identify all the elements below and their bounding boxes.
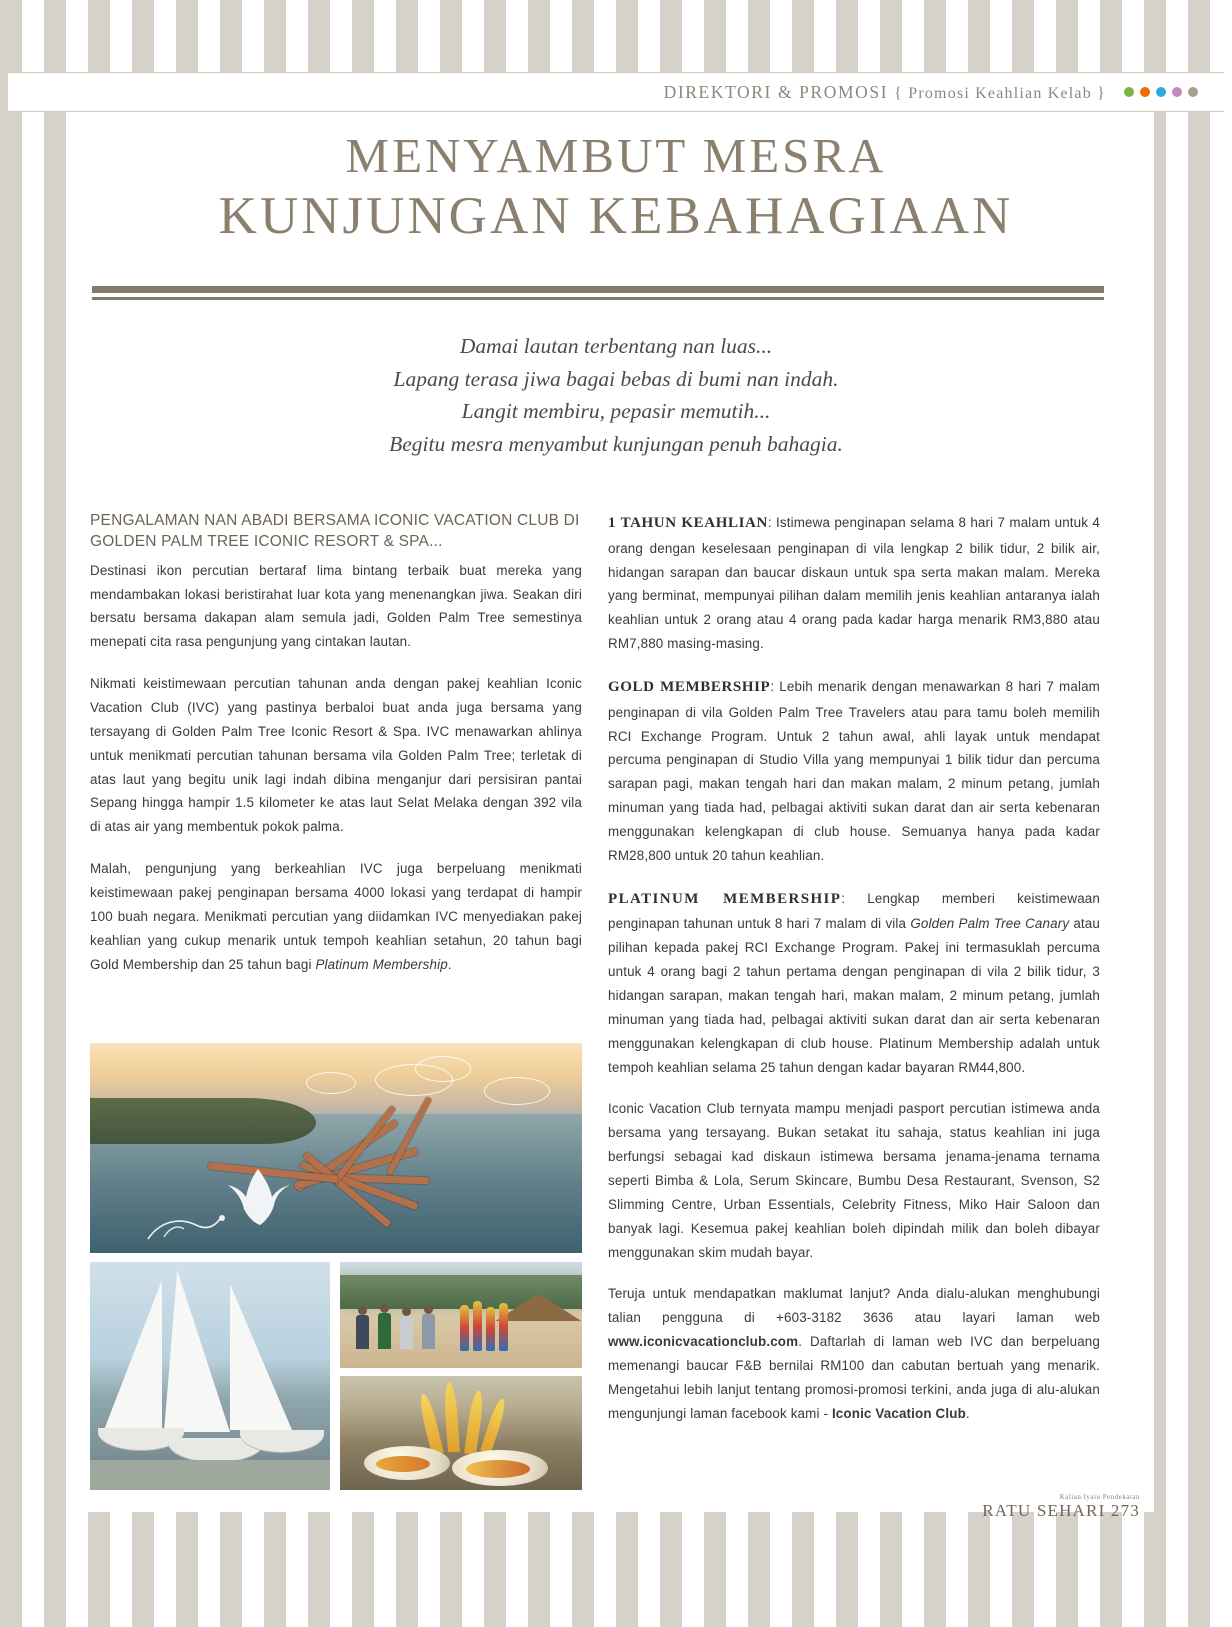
title-divider — [92, 286, 1104, 300]
poem-line-2: Lapang terasa jiwa bagai bebas di bumi nan indah. — [393, 366, 839, 391]
person-head — [424, 1305, 433, 1314]
kayak — [460, 1305, 469, 1351]
person — [356, 1315, 369, 1349]
floral-ornament-icon — [144, 1207, 234, 1247]
food-garnish — [466, 1460, 530, 1478]
sail — [230, 1284, 292, 1430]
beach-activity-photo — [340, 1262, 582, 1368]
tier-1-lead: 1 TAHUN KEAHLIAN — [608, 515, 768, 531]
tier-platinum-text-2: atau pilihan kepada pakej RCI Exchange Program. Pakej ini termasuklah percuma untuk 4 orang bagi 2 tahun pertama dengan penginapan di vila 2 bilik tidur, 3 hidangan sarapan, makan tengah hari, makan malam, 2 minum petang, jumlah minuman yang tiada had, pelbagai aktiviti sukan darat dan air serta kebenaran menggunakan kelengkapan di club house. Platinum Membership adalah untuk tempoh keahlian selama 25 tahun dengan kadar bayaran RM44,800. — [608, 916, 1100, 1075]
left-paragraph-1: Destinasi ikon percutian bertaraf lima bintang terbaik buat mereka yang mendambakan lokasi beristirahat luar kota yang menenangkan jiwa. Seakan diri bersatu bersama dakapan alam semula jadi, Golden Palm Tree semestinya menepati cita rasa pengunjung yang cintakan lautan. — [90, 562, 582, 650]
header-dots — [1124, 87, 1198, 97]
person — [422, 1314, 435, 1349]
shore-ground — [90, 1460, 330, 1490]
page-header — [8, 72, 1224, 112]
sail — [104, 1280, 162, 1430]
divider-thick — [92, 286, 1104, 293]
buffet-food-photo — [340, 1376, 582, 1490]
kayak — [486, 1307, 495, 1351]
garnish — [480, 1397, 508, 1454]
person-head — [380, 1304, 389, 1313]
garnish — [443, 1382, 460, 1453]
person — [400, 1316, 413, 1349]
cloud-outline-icon — [415, 1056, 471, 1082]
left-paragraph-3-text: Malah, pengunjung yang berkeahlian IVC juga berpeluang menikmati keistimewaan pakej penginapan bersama 4000 lokasi yang terdapat di hampir 100 buah negara. Menikmati percutian yang diidamkan IVC menyediakan pakej keahlian yang cukup menarik untuk tempoh keahlian setahun, 20 tahun bagi Gold Membership dan 25 tahun bagi — [90, 861, 582, 972]
dot-blue — [1156, 87, 1166, 97]
left-paragraph-3-end: . — [447, 956, 452, 972]
resort-aerial-photo — [90, 1043, 582, 1253]
right-column — [608, 510, 1100, 1444]
sailboats-photo — [90, 1262, 330, 1490]
poem-block — [78, 330, 1154, 461]
contact-text-3: . — [965, 1405, 970, 1421]
person — [378, 1313, 391, 1349]
sail — [164, 1270, 230, 1432]
header-subsection: { Promosi Keahlian Kelab } — [894, 84, 1106, 102]
golden-palm-tree-canary-italic: Golden Palm Tree Canary — [910, 916, 1070, 932]
dot-pink — [1172, 87, 1182, 97]
page-title-line2: KUNJUNGAN KEBAHAGIAAN — [218, 187, 1014, 246]
dot-green — [1124, 87, 1134, 97]
cloud-outline-icon — [484, 1077, 550, 1105]
page-title-line1: MENYAMBUT MESRA — [345, 128, 887, 183]
kayak — [473, 1301, 482, 1351]
divider-thin — [92, 297, 1104, 300]
header-section: DIREKTORI & PROMOSI — [663, 81, 889, 102]
facebook-page-name[interactable]: Iconic Vacation Club — [831, 1405, 966, 1421]
tier-platinum-text-1: : Lengkap memberi keistimewaan penginapan tahunan untuk 8 hari 7 malam di vila — [608, 890, 1100, 932]
poem-line-3: Langit membiru, pepasir memutih... — [461, 399, 771, 424]
right-paragraph-5 — [608, 1282, 1100, 1425]
tier-gold-lead: GOLD MEMBERSHIP — [608, 678, 771, 695]
left-paragraph-3 — [90, 857, 582, 976]
footer-page-number: RATU SEHARI 273 — [982, 1501, 1140, 1520]
left-paragraph-2: Nikmati keistimewaan percutian tahunan anda dengan pakej keahlian Iconic Vacation Club (IVC) yang pastinya berbaloi buat anda juga bersama yang tersayang di Golden Palm Tree Iconic Resort & Spa. IVC menawarkan ahlinya untuk menikmati percutian tahunan bersama vila Golden Palm Tree; terletak di atas laut yang begitu unik lagi indah dibina menganjur dari persisiran pantai Sepang hingga hampir 1.5 kilometer ke atas laut Selat Melaka dengan 392 vila di atas air yang membentuk pokok palma. — [90, 676, 582, 835]
poem-line-4: Begitu mesra menyambut kunjungan penuh bahagia. — [389, 432, 843, 457]
header-title — [664, 82, 1106, 103]
poem-line-1: Damai lautan terbentang nan luas... — [459, 334, 773, 358]
kayak — [499, 1303, 508, 1351]
dot-grey — [1188, 87, 1198, 97]
person-head — [358, 1306, 367, 1315]
tier-platinum-membership — [608, 886, 1100, 1080]
left-column — [90, 510, 582, 995]
right-paragraph-4: Iconic Vacation Club ternyata mampu menjadi pasport percutian istimewa anda bersama yang tersayang. Bukan setakat itu sahaja, status keahlian ini juga berfungsi sebagai kad diskaun istimewa bersama jenama-jenama ternama seperti Bimba & Lola, Serum Skincare, Bumbu Desa Restaurant, Svenson, S2 Slimming Centre, Urban Essentials, Celebrity Fitness, Miko Hair Saloon dan banyak lagi. Kesemua pakej keahlian boleh dipindah milik dan boleh dibayar menggunakan skim mudah bayar. — [608, 1101, 1100, 1260]
contact-text-2: . Daftarlah di laman web IVC dan berpeluang memenangi baucar F&B bernilai RM100 dan cabutan bertuah yang menarik. Mengetahui lebih lanjut tentang promosi-promosi terkini, anda juga di alu-alukan mengunjungi laman facebook kami - — [608, 1334, 1100, 1421]
left-column-heading: PENGALAMAN NAN ABADI BERSAMA ICONIC VACATION CLUB DI GOLDEN PALM TREE ICONIC RESORT & SPA... — [90, 512, 580, 551]
page-title — [78, 128, 1154, 247]
tier-gold-membership — [608, 674, 1100, 868]
island-shape — [90, 1098, 316, 1144]
contact-text-1: Teruja untuk mendapatkan maklumat lanjut? Anda dialu-alukan menghubungi talian pengguna di +603-3182 3636 atau layari laman web — [608, 1286, 1100, 1326]
food-garnish — [376, 1456, 430, 1472]
page-footer — [982, 1493, 1140, 1521]
person-head — [402, 1307, 411, 1316]
tier-gold-text: : Lebih menarik dengan menawarkan 8 hari 7 malam penginapan di vila Golden Palm Tree Travelers atau para tamu boleh memilih RCI Exchange Program. Untuk 2 tahun awal, ahli layak untuk mendapat percuma penginapan di Studio Villa yang mempunyai 1 bilik tidur dan percuma sarapan pagi, makan tengah hari dan makan malam, 2 minum petang, jumlah minuman yang tiada had, pelbagai aktiviti sukan darat dan air serta kebenaran menggunakan kelengkapan di club house. Semuanya hanya pada kadar RM28,800 untuk 20 tahun keahlian. — [608, 678, 1100, 863]
dot-orange — [1140, 87, 1150, 97]
tier-1-text: : Istimewa penginapan selama 8 hari 7 malam untuk 4 orang dengan keselesaan penginapan di vila lengkap 2 bilik tidur, 2 bilik air, hidangan sarapan dan baucar diskaun untuk spa serta makan malam. Mereka yang berminat, mempunyai pilihan dalam memilih jenis keahlian antaranya ialah keahlian untuk 2 orang atau 4 orang pada kadar harga menarik RM3,880 atau RM7,880 masing-masing. — [608, 515, 1100, 652]
tier-platinum-lead: PLATINUM MEMBERSHIP — [608, 890, 842, 907]
footer-tagline: Kalian Iyaiu Pendekatan — [1059, 1493, 1140, 1501]
website-link[interactable]: www.iconicvacationclub.com — [608, 1334, 799, 1350]
tier-1-tahun-keahlian — [608, 510, 1100, 656]
platinum-membership-italic: Platinum Membership — [315, 956, 448, 972]
